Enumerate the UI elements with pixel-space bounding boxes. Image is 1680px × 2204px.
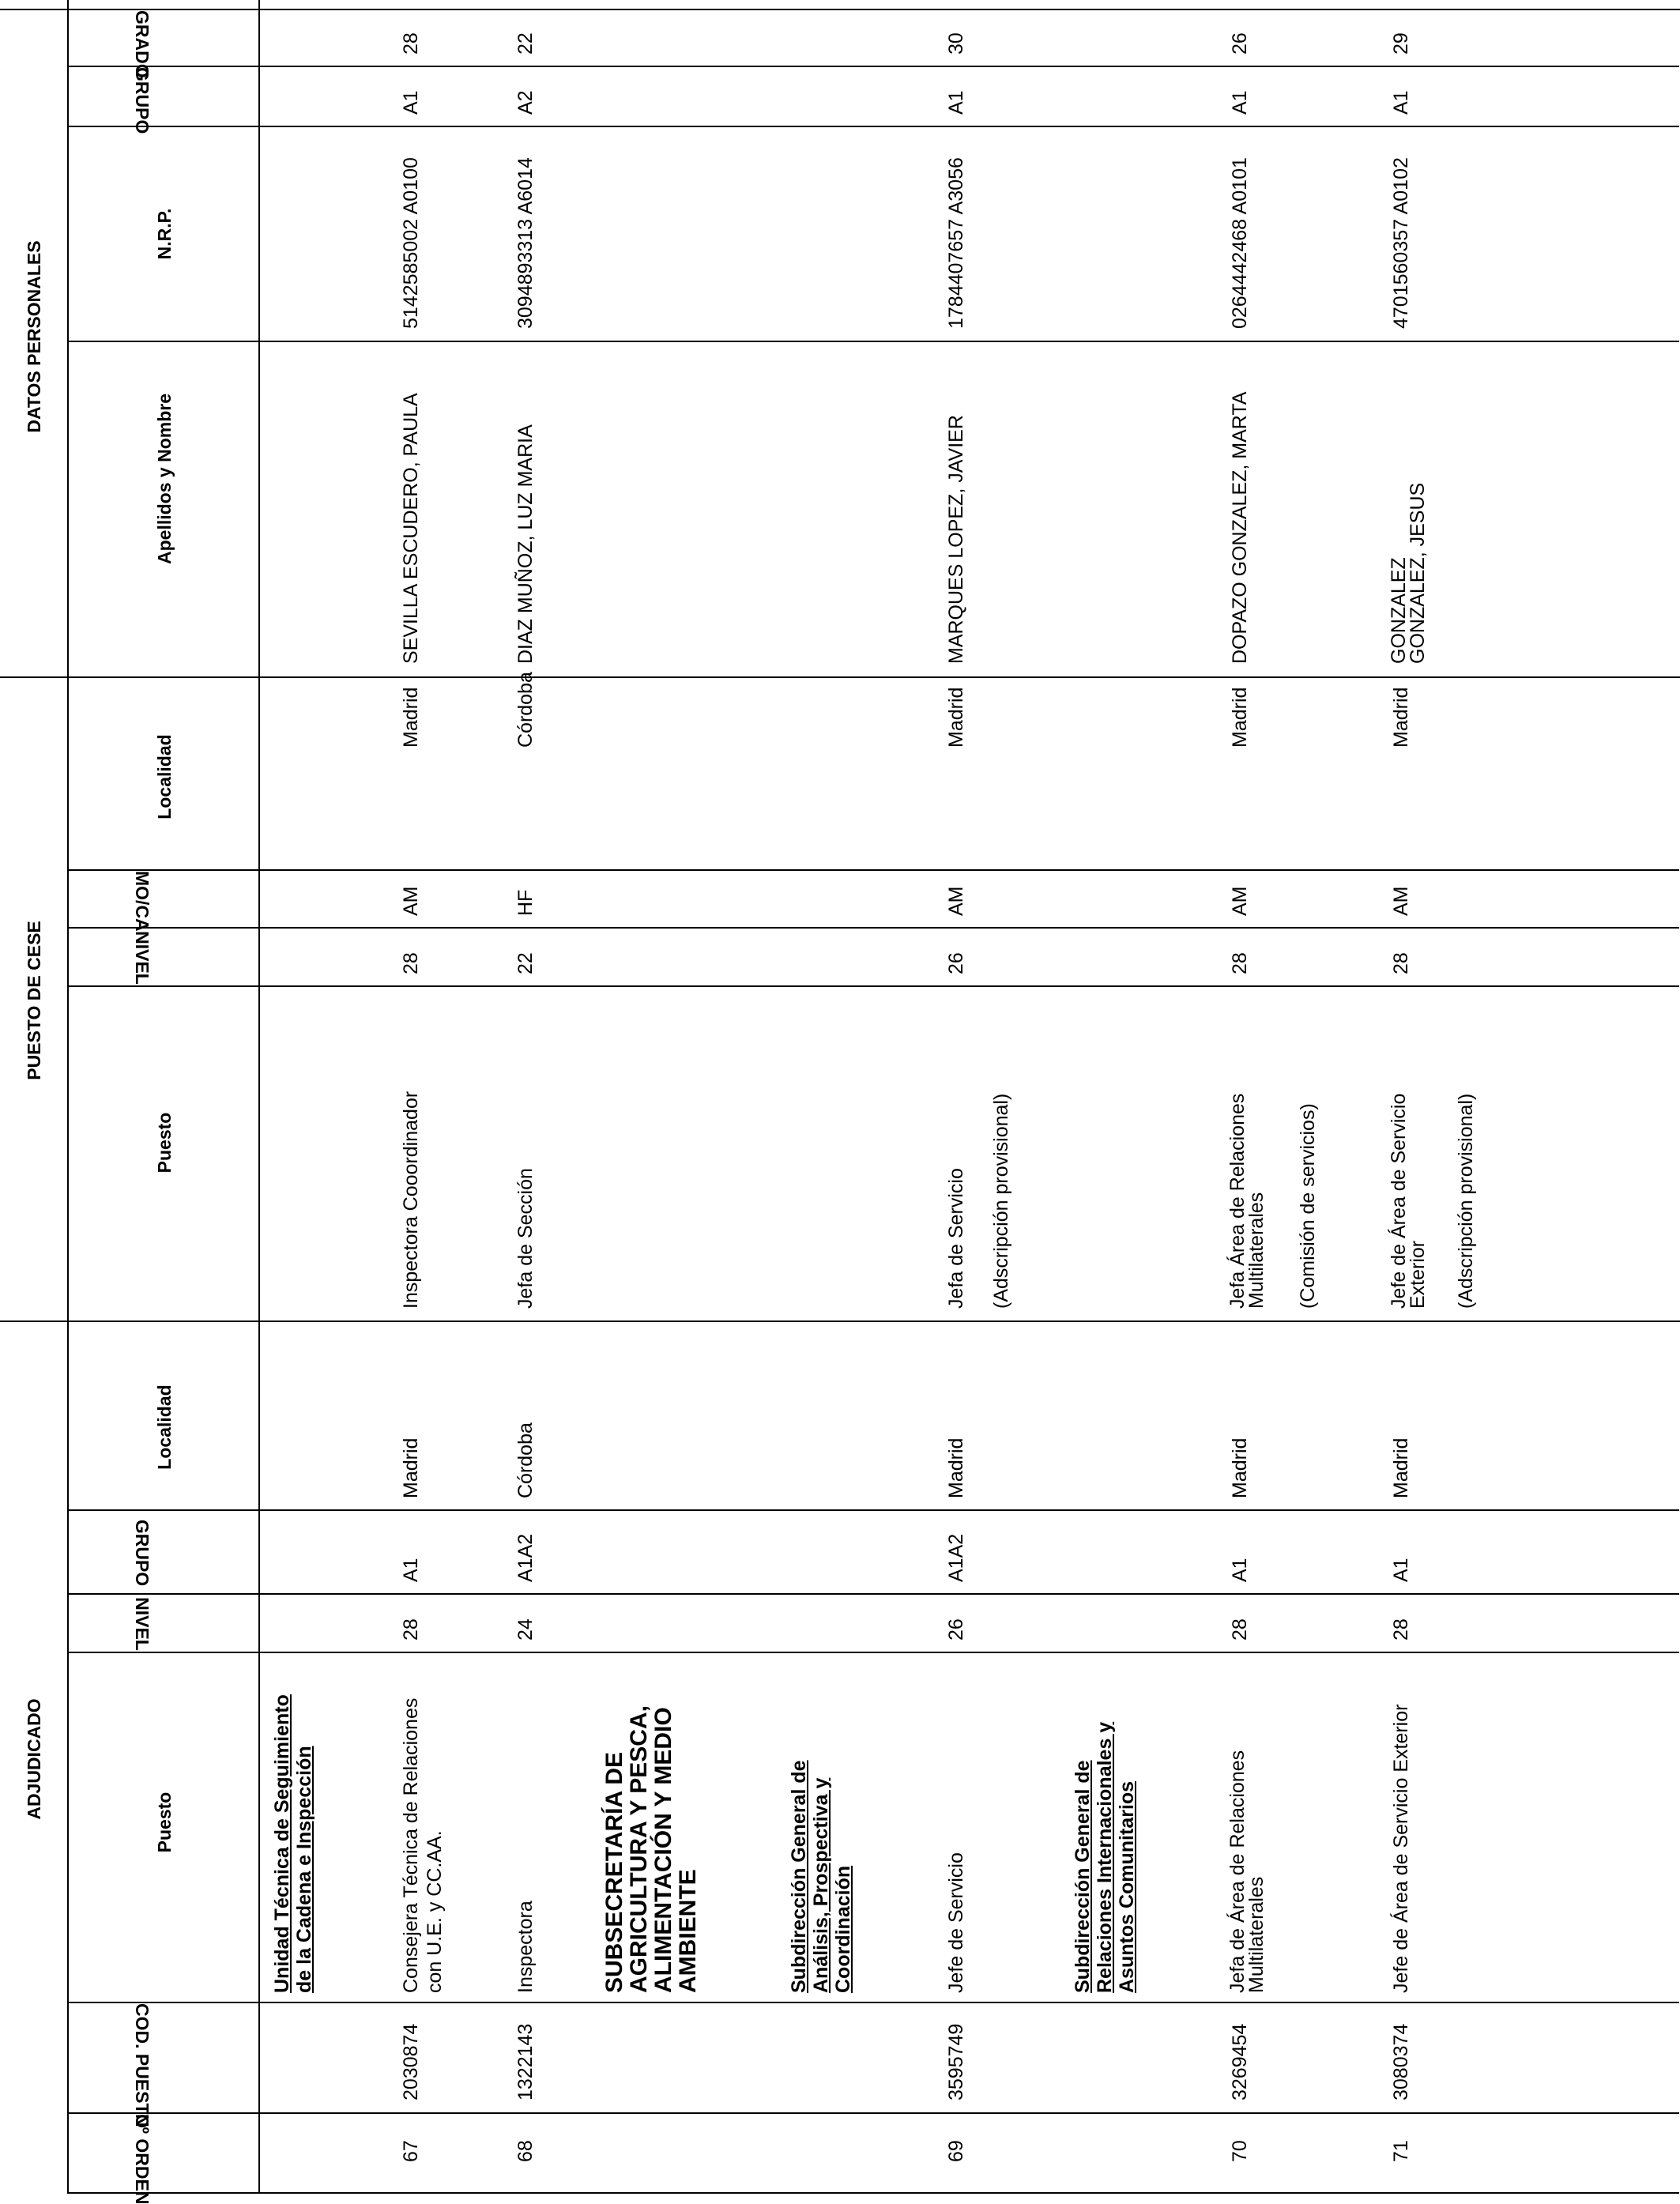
row-68-cod: 1322143 [514,2023,537,2100]
col-header-apellidos: Apellidos y Nombre [154,394,175,564]
col-divider [67,985,1679,987]
col-header-orden: Nº ORDEN [132,2114,153,2204]
row-68-grupo: A2 [514,90,537,115]
row-69-orden: 69 [945,2140,967,2162]
heading-unidad-tecnica: Unidad Técnica de Seguimiento de la Cadena e Inspección [271,1694,315,1993]
row-68-mo-ca: HF [514,889,537,916]
row-68-localidad-adj: Córdoba [514,1422,537,1498]
section-divider [67,0,69,2194]
col-header-grupo: GRUPO [132,67,153,134]
col-divider [67,126,1679,127]
row-67-localidad-cese: Madrid [400,687,422,748]
row-71-orden: 71 [1390,2140,1412,2162]
col-divider [67,2002,1679,2003]
col-divider [67,66,1679,67]
row-68-puesto-cese: Jefa de Sección [514,1168,537,1309]
row-68-grupo-adj: A1A2 [514,1533,537,1582]
row-67-localidad-adj: Madrid [400,1437,422,1498]
row-70-puesto-cese: Jefa Área de Relaciones Multilaterales [1226,1093,1268,1309]
row-67-nivel-cese: 28 [400,952,422,974]
row-67-grupo: A1 [400,90,422,115]
row-67-nivel-adj: 28 [400,1618,422,1641]
col-header-mo-ca: MO/CA [132,871,153,932]
col-divider [67,1652,1679,1653]
row-69-nivel-adj: 26 [945,1618,967,1641]
row-70-mo-ca: AM [1229,886,1251,916]
table-border-top [0,9,1680,10]
row-68-grado: 22 [514,32,537,55]
row-70-grado: 26 [1229,32,1251,55]
row-68-nrp: 3094893313 A6014 [514,157,537,329]
row-68-orden: 68 [514,2140,537,2162]
heading-subsecretaria: SUBSECRETARÍA DE AGRICULTURA Y PESCA, ALIMENTACIÓN Y MEDIO AMBIENTE [601,1705,701,1993]
col-divider [67,927,1679,929]
col-header-localidad-cese: Localidad [154,734,175,819]
row-69-grado: 30 [945,32,967,55]
header-divider [258,0,260,2194]
row-71-mo-ca: AM [1390,886,1412,916]
row-67-cod: 2030874 [400,2023,422,2100]
row-70-nivel-cese: 28 [1229,952,1251,974]
col-header-cod-puesto: COD. PUESTO [132,2003,153,2129]
row-67-orden: 67 [400,2140,422,2162]
row-67-mo-ca: AM [400,886,422,916]
row-68-nombre: DIAZ MUÑOZ, LUZ MARIA [514,424,537,664]
row-69-nota-cese: (Adscripción provisional) [990,1093,1012,1309]
row-70-localidad-cese: Madrid [1229,687,1251,748]
row-70-cod: 3269454 [1229,2023,1251,2100]
row-68-puesto-adj: Inspectora [514,1901,537,1993]
row-67-puesto-adj: Consejera Técnica de Relaciones con U.E. y CC.AA. [400,1697,446,1993]
row-69-grupo-adj: A1A2 [945,1533,967,1582]
row-71-nivel-cese: 28 [1390,952,1412,974]
row-69-puesto-cese: Jefa de Servicio [945,1168,967,1309]
row-70-nrp: 0264442468 A0101 [1229,157,1251,329]
row-71-grupo: A1 [1390,90,1412,115]
col-divider [67,1593,1679,1595]
row-71-puesto-adj: Jefe de Área de Servicio Exterior [1390,1704,1412,1993]
col-divider [67,2112,1679,2114]
row-68-localidad-cese: Córdoba [514,672,537,748]
row-71-nivel-adj: 28 [1390,1618,1412,1641]
row-67-grupo-adj: A1 [400,1558,422,1582]
section-puesto-cese: PUESTO DE CESE [24,921,44,1080]
row-70-nota-cese: (Comisión de servicios) [1297,1103,1319,1309]
col-divider [67,869,1679,871]
row-69-puesto-adj: Jefe de Servicio [945,1852,967,1993]
col-header-nivel-cese: NIVEL [132,931,153,985]
heading-sg-analisis: Subdirección General de Análisis, Prospectiva y Coordinación [788,1760,854,1993]
section-datos-personales: DATOS PERSONALES [24,240,44,433]
col-header-localidad-adj: Localidad [154,1385,175,1470]
row-71-nrp: 4701560357 A0102 [1390,157,1412,329]
row-71-localidad-adj: Madrid [1390,1437,1412,1498]
row-69-nombre: MARQUES LOPEZ, JAVIER [945,415,967,664]
row-71-nota-cese: (Adscripción provisional) [1455,1093,1477,1309]
row-70-grupo: A1 [1229,90,1251,115]
row-70-nombre: DOPAZO GONZALEZ, MARTA [1229,391,1251,664]
row-67-nombre: SEVILLA ESCUDERO, PAULA [400,393,422,664]
row-70-nivel-adj: 28 [1229,1618,1251,1641]
col-header-grado: GRADO [132,10,153,78]
row-67-nrp: 5142585002 A0100 [400,157,422,329]
row-70-puesto-adj: Jefa de Área de Relaciones Multilaterales [1226,1750,1268,1993]
row-69-mo-ca: AM [945,886,967,916]
row-71-grupo-adj: A1 [1390,1558,1412,1582]
col-header-nivel-adj: NIVEL [132,1597,153,1651]
row-68-nivel-cese: 22 [514,952,537,974]
col-divider [67,1509,1679,1511]
row-70-localidad-adj: Madrid [1229,1437,1251,1498]
row-69-cod: 3595749 [945,2023,967,2100]
row-67-puesto-cese: Inspectora Cooordinador [400,1091,422,1309]
heading-sg-relaciones: Subdirección General de Relaciones Internacionales y Asuntos Comunitarios [1072,1721,1138,1993]
row-71-grado: 29 [1390,32,1412,55]
row-71-nombre: GONZALEZ GONZALEZ, JESUS [1388,482,1429,664]
row-71-puesto-cese: Jefe de Área de Servicio Exterior [1388,1093,1429,1309]
row-69-nivel-cese: 26 [945,952,967,974]
section-adjudicado: ADJUDICADO [24,1698,44,1820]
col-header-grupo-adj: GRUPO [132,1519,153,1587]
row-70-orden: 70 [1229,2140,1251,2162]
col-header-puesto-adj: Puesto [154,1791,175,1853]
row-69-nrp: 1784407657 A3056 [945,157,967,329]
col-header-puesto-cese: Puesto [154,1112,175,1174]
row-71-cod: 3080374 [1390,2023,1412,2100]
col-divider [67,341,1679,342]
row-69-grupo: A1 [945,90,967,115]
col-header-nrp: N.R.P. [154,208,175,260]
section-divider-1 [0,1321,1680,1322]
row-67-grado: 28 [400,32,422,55]
row-69-localidad-adj: Madrid [945,1437,967,1498]
row-69-localidad-cese: Madrid [945,687,967,748]
row-70-grupo-adj: A1 [1229,1558,1251,1582]
row-71-localidad-cese: Madrid [1390,687,1412,748]
row-68-nivel-adj: 24 [514,1618,537,1641]
section-divider-2 [0,676,1680,678]
